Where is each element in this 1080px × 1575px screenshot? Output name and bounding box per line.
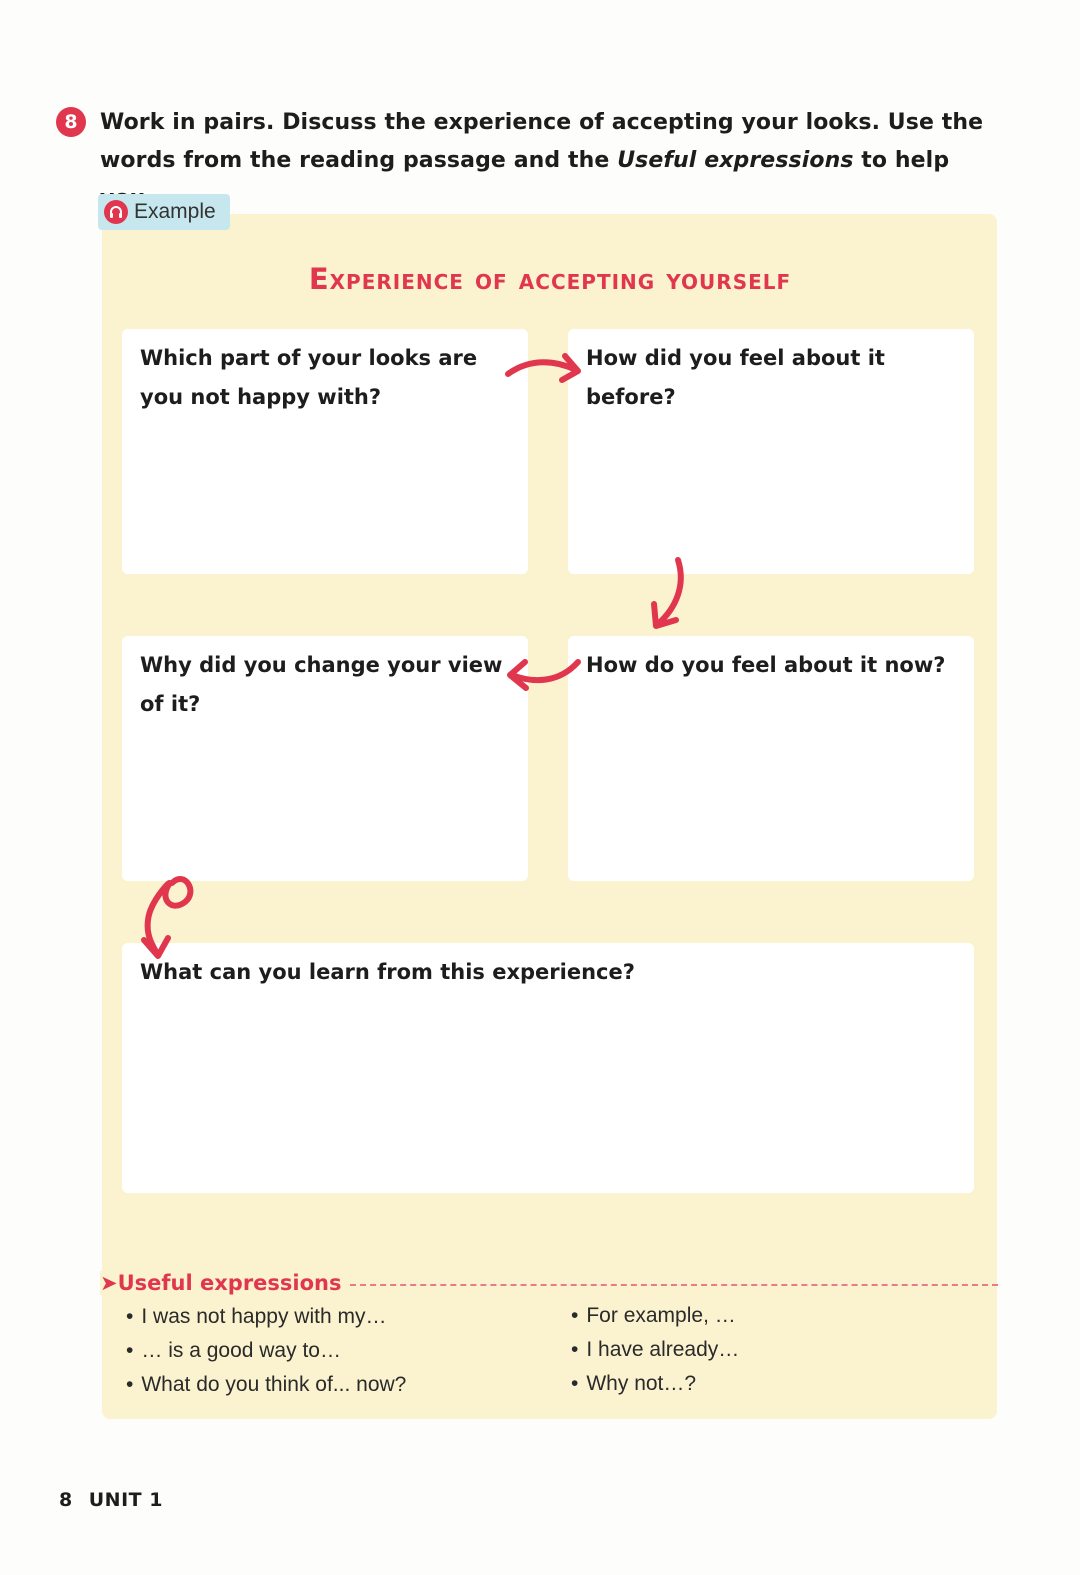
page-footer	[59, 1489, 163, 1511]
example-tag	[98, 194, 230, 230]
question-text: What can you learn from this experience?	[140, 960, 635, 984]
expressions-list-left	[126, 1300, 406, 1402]
task-text	[100, 104, 996, 218]
unit-label: UNIT 1	[88, 1489, 163, 1511]
speaker-icon	[104, 200, 128, 224]
example-label: Example	[134, 200, 216, 223]
list-item: • Why not…?	[571, 1367, 739, 1401]
list-item: • I was not happy with my…	[126, 1300, 406, 1334]
question-box-change-view	[122, 636, 528, 881]
arrow-bullet-icon: ➤	[100, 1271, 118, 1295]
useful-expressions-label: Useful expressions	[117, 1271, 342, 1295]
panel-title: Experience of accepting yourself	[308, 262, 792, 296]
question-text: Why did you change your view of it?	[140, 653, 503, 716]
list-item: • I have already…	[571, 1333, 739, 1367]
list-item: • For example, …	[571, 1299, 739, 1333]
task-text-italic: Useful expressions	[617, 148, 854, 173]
task-text-part1: Work in pairs. Discuss the experience of accepting your looks. Use the words from the reading passage and the	[100, 110, 984, 173]
task-number-badge: 8	[56, 107, 86, 137]
question-text: Which part of your looks are you not happy with?	[140, 346, 478, 409]
question-box-learn	[122, 943, 974, 1193]
question-box-feel-now	[568, 636, 974, 881]
page-number: 8	[59, 1489, 73, 1511]
list-item: • … is a good way to…	[126, 1334, 406, 1368]
question-text: How did you feel about it before?	[586, 346, 885, 409]
question-text: How do you feel about it now?	[586, 653, 946, 677]
useful-expressions-title	[100, 1271, 350, 1295]
expressions-list-right	[571, 1299, 739, 1401]
list-item: • What do you think of... now?	[126, 1368, 406, 1402]
question-box-feel-before	[568, 329, 974, 574]
dashed-divider	[350, 1284, 998, 1286]
task-text-part2: to help	[861, 148, 950, 173]
question-box-looks	[122, 329, 528, 574]
